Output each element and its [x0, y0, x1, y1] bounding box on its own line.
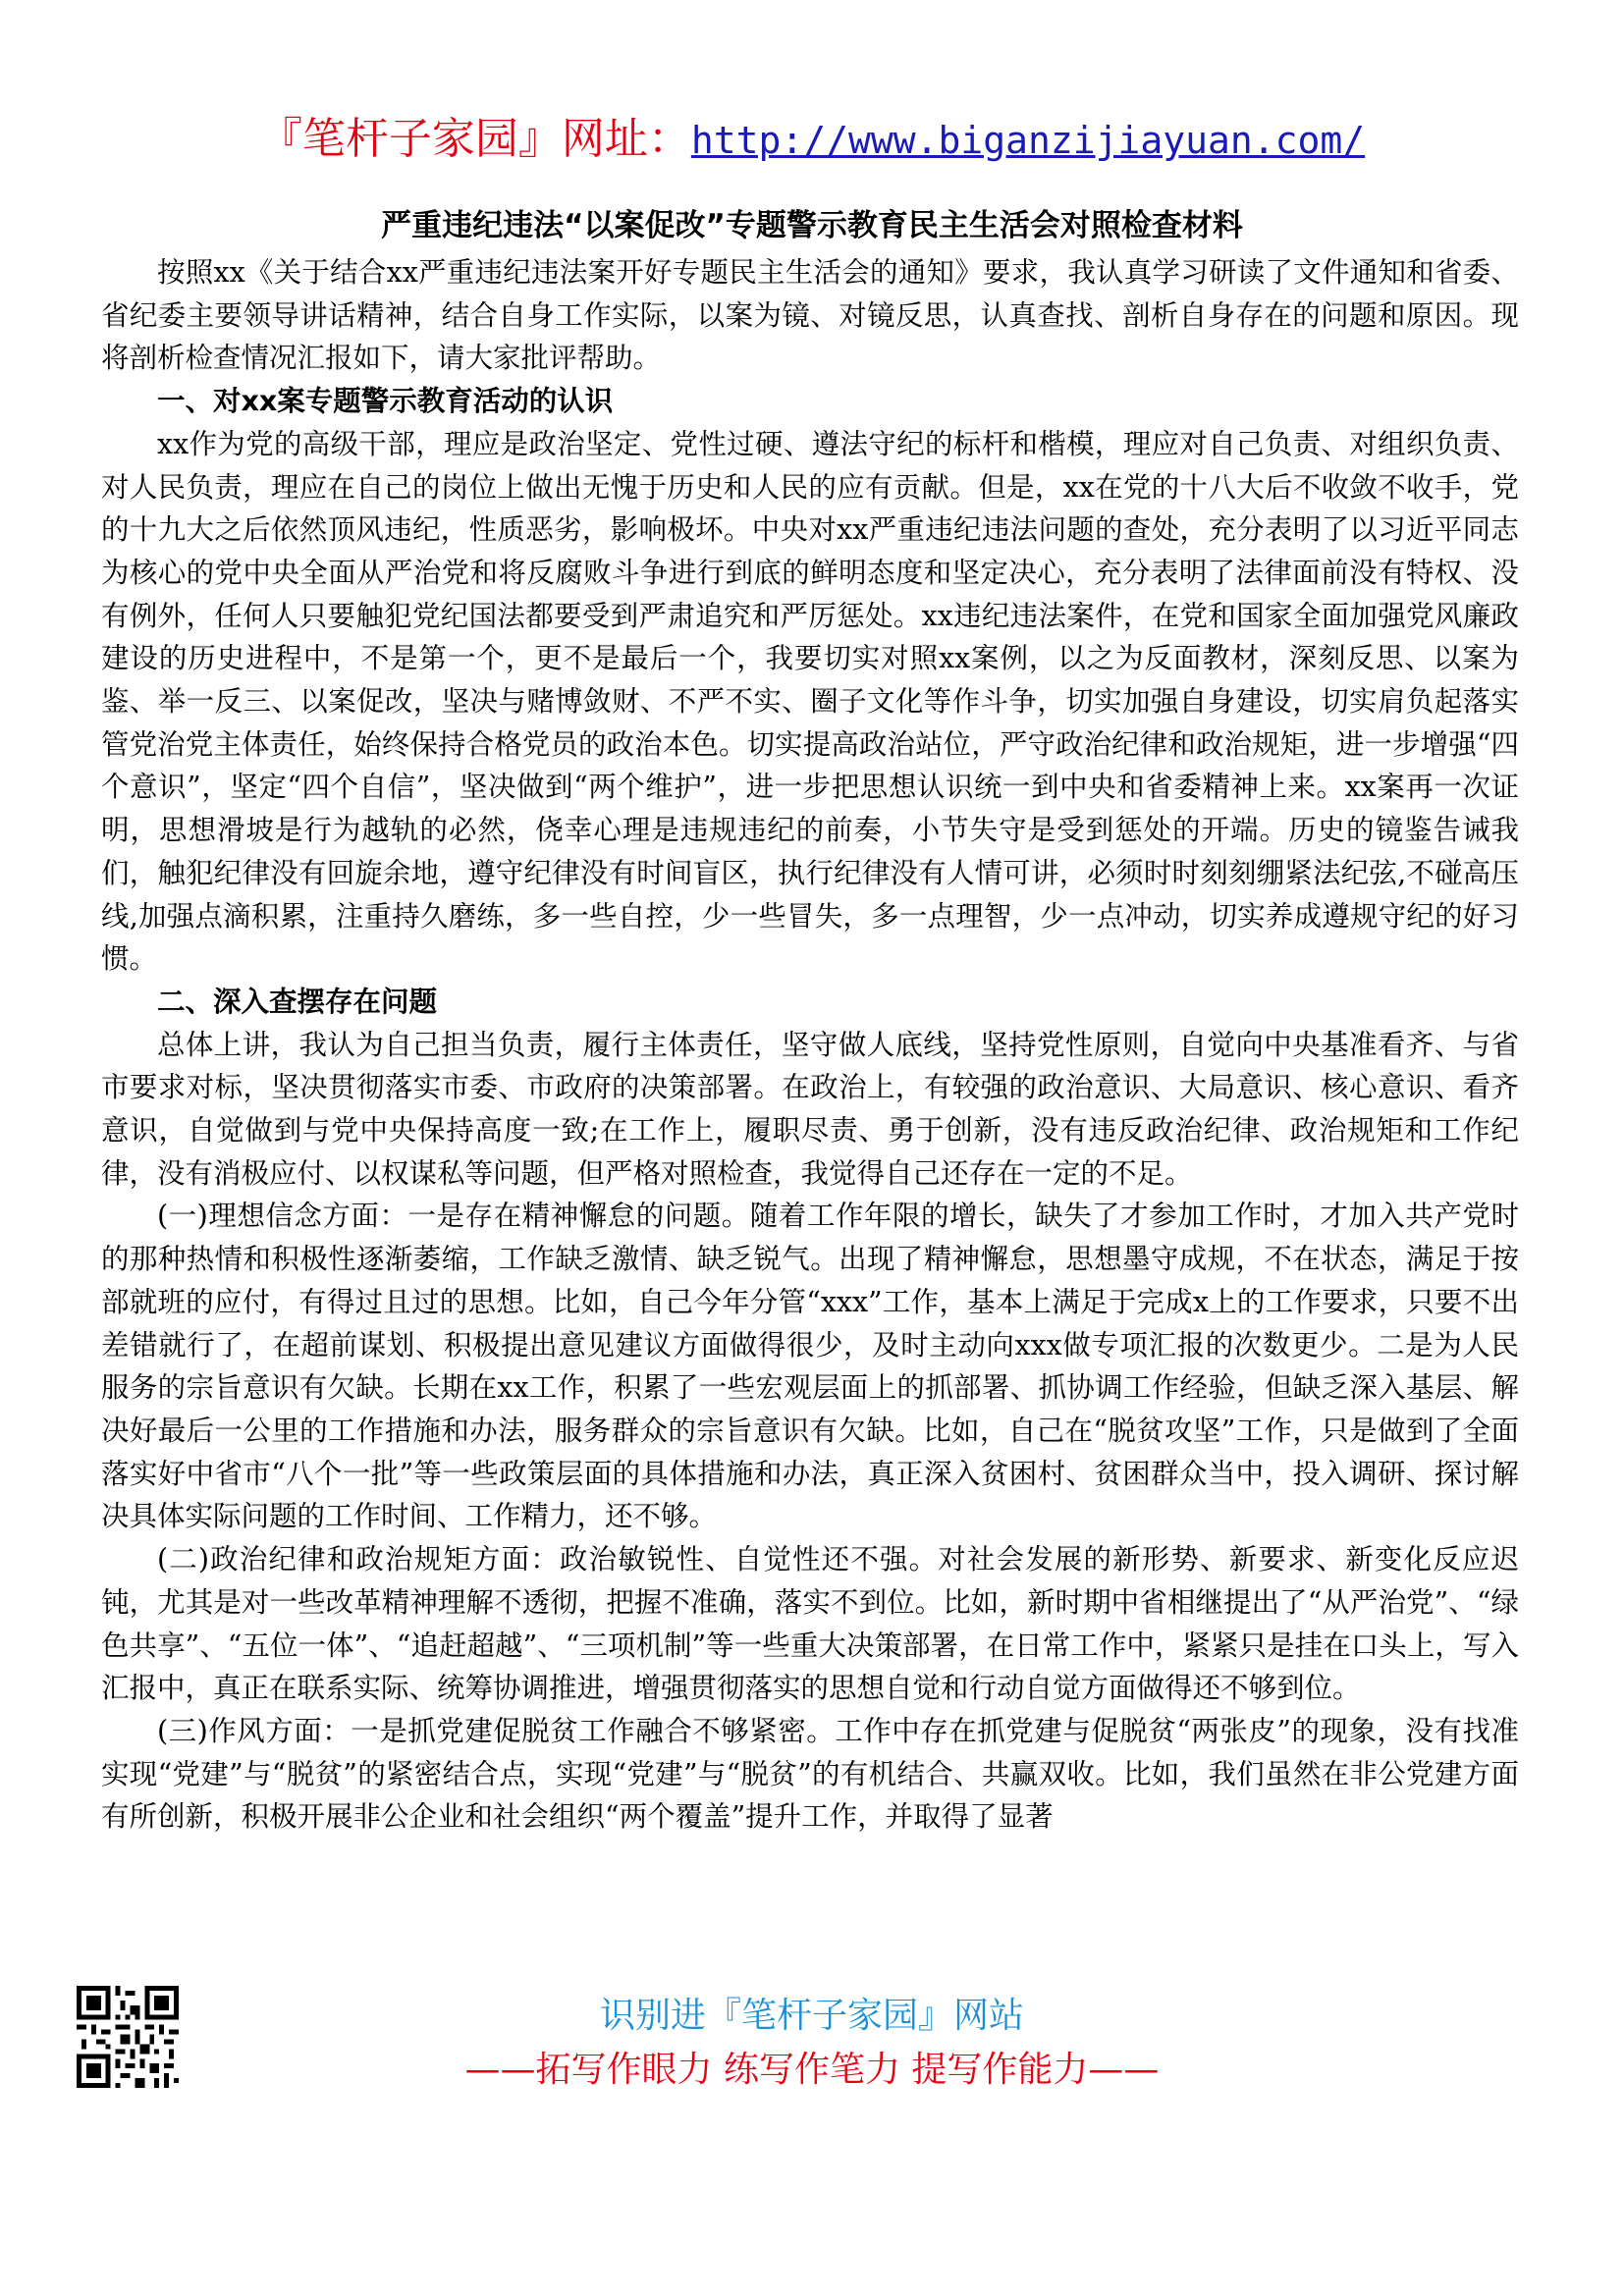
item-1-paragraph: (一)理想信念方面：一是存在精神懈怠的问题。随着工作年限的增长，缺失了才参加工作时，才加入共产党时的那种热情和积极性逐渐萎缩，工作缺乏激情、缺乏锐气。出现了精神懈怠，思想墨守成规，不在状态，满足于按部就班的应付，有得过且过的思想。比如，自己今年分管“xxx”工作，基本上满足于完成x上的工作要求，只要不出差错就行了，在超前谋划、积极提出意见建议方面做得很少，及时主动向xxx做专项汇报的次数更少。二是为人民服务的宗旨意识有欠缺。长期在xx工作，积累了一些宏观层面上的抓部署、抓协调工作经验，但缺乏深入基层、解决好最后一公里的工作措施和办法，服务群众的宗旨意识有欠缺。比如，自己在“脱贫攻坚”工作，只是做到了全面落实好中省市“八个一批”等一些政策层面的具体措施和办法，真正深入贫困村、贫困群众当中，投入调研、探讨解决具体实际问题的工作时间、工作精力，还不够。: [101, 1200, 1519, 1533]
document-body: [101, 251, 1519, 1839]
site-header: [0, 110, 1624, 170]
header-separator: ：: [647, 114, 691, 164]
section-1-paragraph: xx作为党的高级干部，理应是政治坚定、党性过硬、遵法守纪的标杆和楷模，理应对自己负责、对组织负责、对人民负责，理应在自己的岗位上做出无愧于历史和人民的应有贡献。但是，xx在党的十八大后不收敛不收手，党的十九大之后依然顶风违纪，性质恶劣，影响极坏。中央对xx严重违纪违法问题的查处，充分表明了以习近平同志为核心的党中央全面从严治党和将反腐败斗争进行到底的鲜明态度和坚定决心，充分表明了法律面前没有特权、没有例外，任何人只要触犯党纪国法都要受到严肃追究和严厉惩处。xx违纪违法案件，在党和国家全面加强党风廉政建设的历史进程中，不是第一个，更不是最后一个，我要切实对照xx案例，以之为反面教材，深刻反思、以案为鉴、举一反三、以案促改，坚决与赌博敛财、不严不实、圈子文化等作斗争，切实加强自身建设，切实肩负起落实管党治党主体责任，始终保持合格党员的政治本色。切实提高政治站位，严守政治纪律和政治规矩，进一步增强“四个意识”，坚定“四个自信”，坚决做到“两个维护”，进一步把思想认识统一到中央和省委精神上来。xx案再一次证明，思想滑坡是行为越轨的必然，侥幸心理是违规违纪的前奏，小节失守是受到惩处的开端。历史的镜鉴告诫我们，触犯纪律没有回旋余地，遵守纪律没有时间盲区，执行纪律没有人情可讲，必须时时刻刻绷紧法纪弦,不碰高压线,加强点滴积累，注重持久磨练，多一些自控，少一些冒失，多一点理智，少一点冲动，切实养成遵规守纪的好习惯。: [101, 427, 1519, 976]
document-title: 严重违纪违法“以案促改”专题警示教育民主生活会对照检查材料: [381, 208, 1243, 243]
section-2-heading: 二、深入查摆存在问题: [157, 985, 438, 1018]
site-brand: 『笔杆子家园』网址: [258, 114, 648, 164]
section-2-paragraph: 总体上讲，我认为自己担当负责，履行主体责任，坚守做人底线，坚持党性原则，自觉向中央基准看齐、与省市要求对标，坚决贯彻落实市委、市政府的决策部署。在政治上，有较强的政治意识、大局意识、核心意识、看齐意识，自觉做到与党中央保持高度一致;在工作上，履职尽责、勇于创新，没有违反政治纪律、政治规矩和工作纪律，没有消极应付、以权谋私等问题，但严格对照检查，我觉得自己还存在一定的不足。: [101, 1028, 1519, 1190]
footer-slogan: ——拓写作眼力 练写作笔力 提写作能力——: [464, 2050, 1160, 2090]
intro-paragraph: 按照xx《关于结合xx严重违纪违法案开好专题民主生活会的通知》要求，我认真学习研读了文件通知和省委、省纪委主要领导讲话精神，结合自身工作实际，以案为镜、对镜反思，认真查找、剖析自身存在的问题和原因。现将剖析检查情况汇报如下，请大家批评帮助。: [101, 256, 1519, 375]
footer-qr-caption: 识别进『笔杆子家园』网站: [599, 1996, 1024, 2036]
item-3-paragraph: (三)作风方面：一是抓党建促脱贫工作融合不够紧密。工作中存在抓党建与促脱贫“两张皮”的现象，没有找准实现“党建”与“脱贫”的紧密结合点，实现“党建”与“脱贫”的有机结合、共赢双收。比如，我们虽然在非公党建方面有所创新，积极开展非公企业和社会组织“两个覆盖”提升工作，并取得了显著: [101, 1714, 1519, 1834]
section-1-heading: 一、对xx案专题警示教育活动的认识: [157, 385, 614, 418]
item-2-paragraph: (二)政治纪律和政治规矩方面：政治敏锐性、自觉性还不强。对社会发展的新形势、新要求、新变化反应迟钝，尤其是对一些改革精神理解不透彻，把握不准确，落实不到位。比如，新时期中省相继提出了“从严治党”、“绿色共享”、“五位一体”、“追赶超越”、“三项机制”等一些重大决策部署，在日常工作中，紧紧只是挂在口头上，写入汇报中，真正在联系实际、统筹协调推进，增强贯彻落实的思想自觉和行动自觉方面做得还不够到位。: [101, 1543, 1519, 1705]
site-url-link[interactable]: http://www.biganzijiayuan.com/: [690, 119, 1366, 162]
